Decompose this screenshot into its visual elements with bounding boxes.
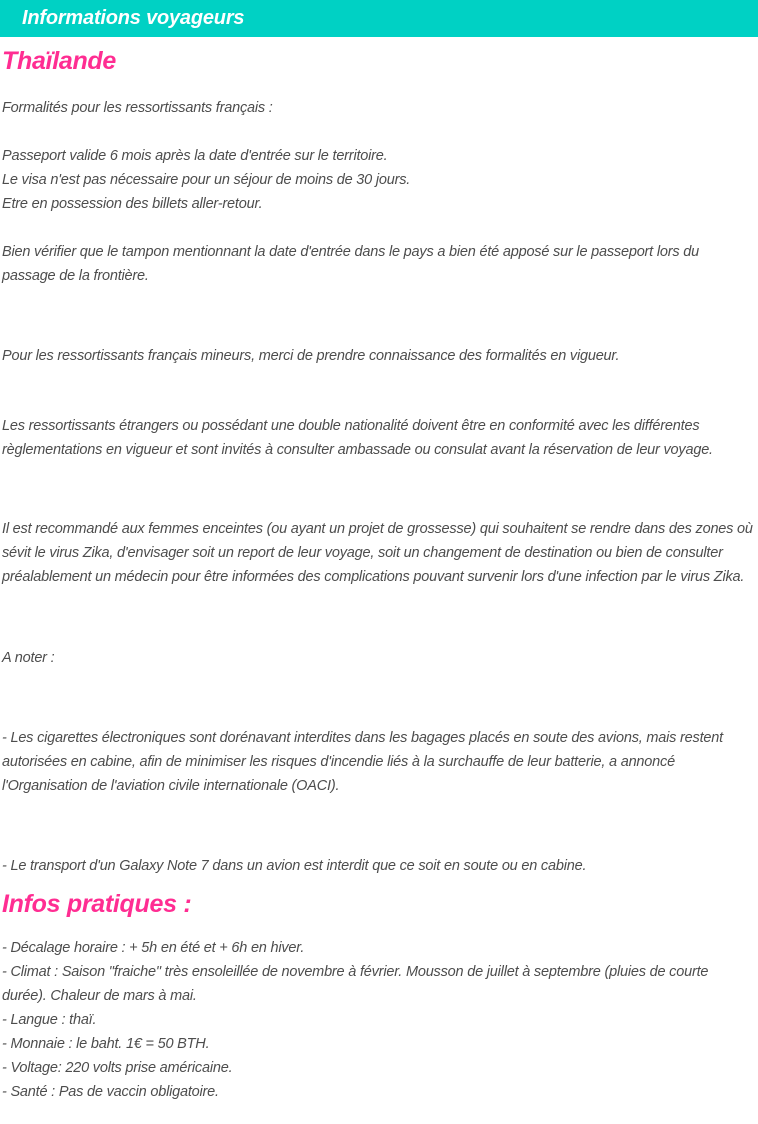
practical-info-item-health: - Santé : Pas de vaccin obligatoire.: [2, 1084, 219, 1100]
practical-info-item-voltage: - Voltage: 220 volts prise américaine.: [2, 1060, 233, 1076]
minors-notice-paragraph: Pour les ressortissants français mineurs, merci de prendre connaissance des formalités en vigueur.: [2, 348, 620, 364]
zika-notice-paragraph: Il est recommandé aux femmes enceintes (ou ayant un projet de grossesse) qui souhaitent se rendre dans des zones où sévit le virus Zika, d'envisager soit un report de leur voyage, soit un changement de destination ou bien de consulter préalablement un médecin pour être informées des complications pouvant survenir lors d'une infection par le virus Zika.: [2, 521, 753, 585]
ecigarettes-notice-paragraph: - Les cigarettes électroniques sont dorénavant interdites dans les bagages placés en soute des avions, mais restent autorisées en cabine, afin de minimiser les risques d'incendie liés à la surchauffe de leur batterie, a annoncé l'Organisation de l'aviation civile internationale (OACI).: [2, 730, 723, 794]
stamp-notice-paragraph: Bien vérifier que le tampon mentionnant la date d'entrée dans le pays a bien été apposé sur le passeport lors du passage de la frontière.: [2, 244, 699, 284]
page-title: Informations voyageurs: [22, 7, 245, 29]
passport-validity-line: Passeport valide 6 mois après la date d'entrée sur le territoire.: [2, 148, 388, 164]
formalities-intro: Formalités pour les ressortissants français :: [2, 100, 273, 116]
header-bar: [0, 0, 758, 37]
country-heading: Thaïlande: [2, 47, 116, 75]
practical-info-item-timezone: - Décalage horaire : + 5h en été et + 6h en hiver.: [2, 940, 305, 956]
practical-info-list: [2, 936, 756, 1104]
traveler-info-content: [0, 46, 758, 1124]
practical-info-item-climate: - Climat : Saison "fraiche" très ensoleillée de novembre à février. Mousson de juillet à septembre (pluies de courte durée). Chaleur de mars à mai.: [2, 964, 709, 1004]
galaxy-note7-notice-paragraph: - Le transport d'un Galaxy Note 7 dans un avion est interdit que ce soit en soute ou en cabine.: [2, 858, 587, 874]
return-ticket-line: Etre en possession des billets aller-retour.: [2, 196, 263, 212]
foreigners-notice-paragraph: Les ressortissants étrangers ou possédant une double nationalité doivent être en conformité avec les différentes règlementations en vigueur et sont invités à consulter ambassade ou consulat avant la réservation de leur voyage.: [2, 418, 713, 458]
practical-info-item-currency: - Monnaie : le baht. 1€ = 50 BTH.: [2, 1036, 210, 1052]
practical-info-heading: Infos pratiques :: [2, 890, 192, 918]
note-label: A noter :: [2, 650, 55, 666]
visa-line: Le visa n'est pas nécessaire pour un séjour de moins de 30 jours.: [2, 172, 411, 188]
practical-info-item-language: - Langue : thaï.: [2, 1012, 97, 1028]
